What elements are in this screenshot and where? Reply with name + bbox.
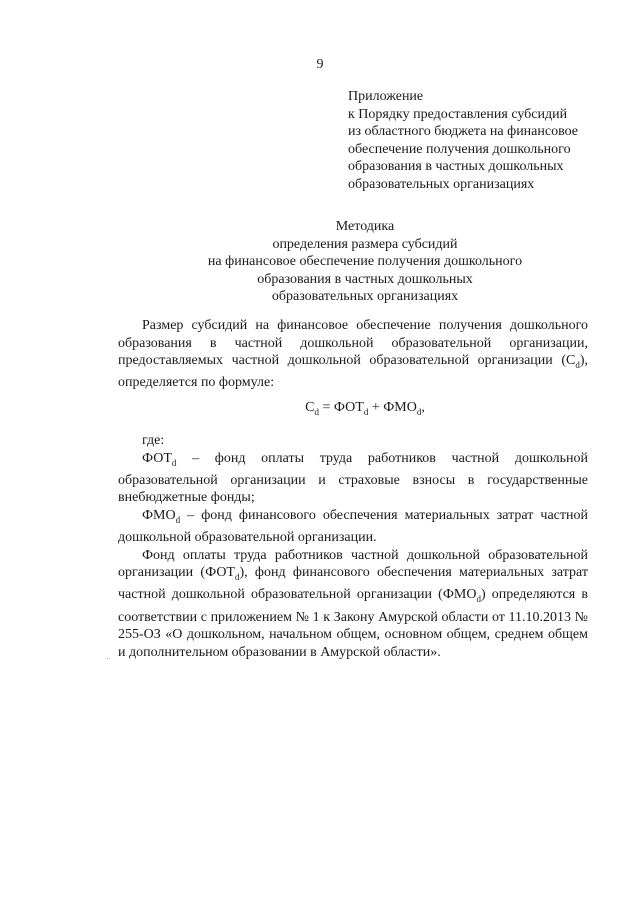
fot-term: ФОТ bbox=[142, 450, 172, 466]
title-line: на финансовое обеспечение получения дошкольного bbox=[207, 254, 523, 269]
document-title bbox=[0, 218, 640, 306]
scan-speck bbox=[107, 658, 108, 659]
fot-def: – фонд оплаты труда работников частной дошкольной образовательной организации и страховые взносы в государственные внебюджетные фонды; bbox=[118, 450, 588, 506]
formula bbox=[0, 400, 640, 417]
title-line: Методика bbox=[335, 219, 395, 234]
appendix-heading bbox=[348, 88, 608, 193]
appendix-line: из областного бюджета на финансовое bbox=[348, 124, 578, 139]
intro-sub: d bbox=[575, 359, 580, 370]
appendix-line: Приложение bbox=[348, 89, 424, 104]
final-part1: Фонд оплаты труда работников частной дошкольной образовательной организации (ФОТ bbox=[118, 547, 588, 581]
appendix-line: к Порядку предоставления субсидий bbox=[348, 106, 568, 122]
intro-text: Размер субсидий на финансовое обеспечение получения дошкольного образования в частной дошкольной образовательной организации, предоставляемых частной дошкольной образовательной организации (C bbox=[118, 318, 588, 368]
appendix-line: обеспечение получения дошкольного bbox=[348, 141, 571, 157]
title-line: образования в частных дошкольных bbox=[257, 271, 473, 287]
intro-text-end: ), определяется по формуле: bbox=[118, 353, 588, 391]
fmo-term: ФМО bbox=[142, 507, 176, 523]
final-sub2: d bbox=[476, 594, 481, 605]
formula-fmo: + ФМО bbox=[368, 400, 417, 415]
page-number: 9 bbox=[316, 57, 324, 72]
formula-fot: = ФОТ bbox=[319, 400, 364, 415]
formula-c-sub: d bbox=[314, 406, 320, 417]
fot-definition bbox=[118, 450, 588, 507]
appendix-line: образования в частных дошкольных bbox=[348, 159, 564, 174]
definitions bbox=[118, 432, 588, 661]
intro-paragraph bbox=[118, 317, 588, 392]
fmo-definition bbox=[118, 507, 588, 547]
fot-sub: d bbox=[171, 457, 177, 468]
formula-c: C bbox=[305, 400, 315, 415]
fmo-def: – фонд финансового обеспечения материальных затрат частной дошкольной образовательной организации. bbox=[118, 507, 588, 546]
final-part3: ) определяются в соответствии с приложением № 1 к Закону Амурской области от 11.10.2013 № 255-ОЗ «О дошкольном, начальном общем, основном общем, среднем общем и дополнительном образовании в Амурской области». bbox=[118, 587, 588, 660]
final-sub1: d bbox=[235, 571, 240, 582]
title-line: образовательных организациях bbox=[271, 289, 459, 304]
appendix-line: образовательных организациях bbox=[348, 176, 535, 192]
formula-end: , bbox=[421, 400, 425, 415]
fmo-sub: d bbox=[175, 514, 181, 525]
formula-fmo-sub: d bbox=[416, 406, 422, 417]
final-paragraph bbox=[118, 547, 588, 662]
final-part2: ), фонд финансового обеспечения материальных затрат частной дошкольной образовательной организации (ФМО bbox=[118, 565, 589, 603]
formula-fot-sub: d bbox=[363, 406, 369, 417]
where-label: где: bbox=[142, 433, 165, 448]
title-line: определения размера субсидий bbox=[272, 236, 458, 252]
